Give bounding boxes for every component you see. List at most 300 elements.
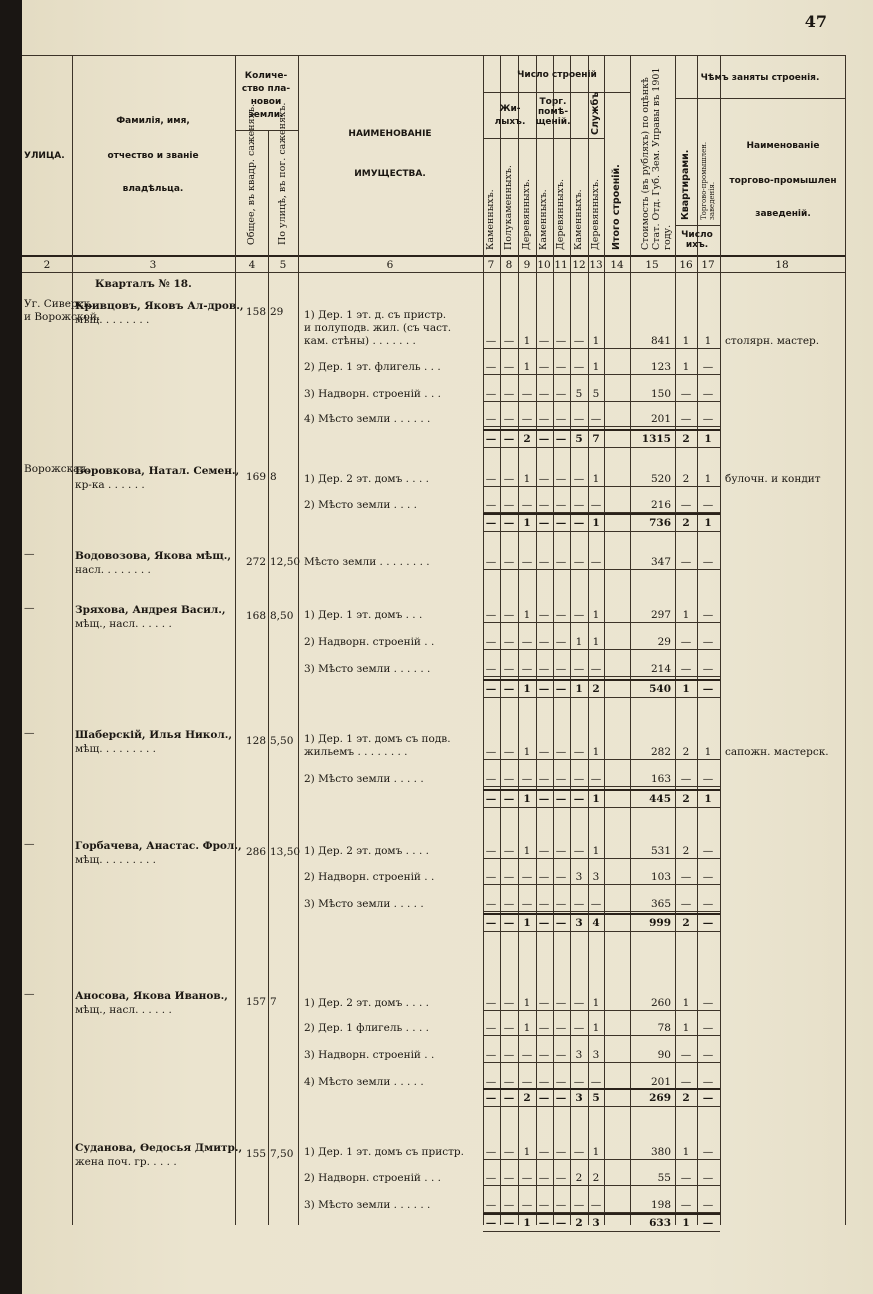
building-count: —: [503, 413, 515, 425]
building-count: —: [573, 845, 585, 857]
apartments-cell: 1: [682, 997, 690, 1009]
building-count: —: [521, 1199, 533, 1211]
land-street-cell: 8: [270, 471, 277, 483]
building-count: —: [590, 499, 602, 511]
row-rule: [483, 1159, 720, 1160]
header-rule: [483, 138, 570, 139]
building-count: —: [521, 773, 533, 785]
building-count: —: [538, 499, 550, 511]
building-count: —: [521, 388, 533, 400]
street-header: УЛИЦА.: [24, 151, 65, 161]
total-value: 999: [649, 917, 671, 929]
row-rule: [483, 676, 720, 677]
building-count: —: [485, 473, 497, 485]
street-cell: Ворожская.: [24, 463, 90, 475]
column-number: 3: [149, 259, 157, 271]
land-header: Количе-: [244, 71, 288, 81]
row-rule: [483, 1062, 720, 1063]
total-count: 1: [523, 793, 531, 805]
total-count: —: [538, 917, 550, 929]
property-item: 3) Надворн. строеній . .: [304, 1049, 435, 1061]
total-apartments: 2: [682, 517, 690, 529]
occupied-header: Чѣмъ заняты строенія.: [700, 73, 820, 83]
land-street-cell: 13,50: [270, 846, 301, 858]
apartments-cell: —: [680, 499, 692, 511]
land-total-cell: 272: [245, 556, 266, 568]
column-rule: [235, 55, 236, 1225]
column-number: 13: [589, 259, 603, 271]
value-cell: 365: [650, 898, 671, 910]
building-count: —: [555, 609, 567, 621]
trade-count-cell: 1: [704, 473, 712, 485]
building-count: —: [521, 413, 533, 425]
total-count: 1: [523, 517, 531, 529]
column-rule: [72, 55, 73, 1225]
residential-header: лыхъ.: [494, 117, 526, 127]
building-count: —: [538, 1049, 550, 1061]
property-item: Мѣсто земли . . . . . . . .: [304, 556, 430, 568]
building-count: —: [521, 636, 533, 648]
building-count: 1: [523, 746, 531, 758]
owner-cell: Шаберскій, Илья Никол.,: [75, 729, 233, 741]
total-count: 2: [523, 1092, 531, 1104]
building-count: —: [503, 361, 515, 373]
column-number: 5: [279, 259, 287, 271]
value-cell: 90: [657, 1049, 671, 1061]
building-count: —: [521, 499, 533, 511]
owner-cell: мѣщ. . . . . . . . .: [75, 854, 157, 866]
total-trade-count: 1: [704, 433, 712, 445]
building-count: —: [521, 663, 533, 675]
property-item: 3) Мѣсто земли . . . . . .: [304, 663, 431, 675]
total-count: —: [485, 517, 497, 529]
total-value: 540: [649, 683, 671, 695]
column-number: 14: [610, 259, 624, 271]
total-count: —: [503, 1092, 515, 1104]
building-count: —: [538, 361, 550, 373]
building-count: —: [503, 473, 515, 485]
building-count: —: [555, 746, 567, 758]
property-header: НАИМЕНОВАНІЕ: [348, 129, 432, 139]
row-rule: [483, 884, 720, 885]
owner-cell: кр-ка . . . . . .: [75, 479, 145, 491]
building-count: —: [538, 473, 550, 485]
trade-count-cell: —: [702, 773, 714, 785]
building-count: —: [503, 609, 515, 621]
half-stone-header: Полукаменныхъ.: [503, 165, 514, 250]
building-count: —: [573, 997, 585, 1009]
building-count: —: [503, 335, 515, 347]
apartments-cell: —: [680, 388, 692, 400]
column-number-rule: [22, 272, 845, 273]
building-count: —: [521, 556, 533, 568]
total-trade-count: 1: [704, 793, 712, 805]
building-count: 1: [592, 1146, 600, 1158]
building-count: —: [485, 871, 497, 883]
building-count: —: [573, 746, 585, 758]
total-value: 633: [649, 1217, 671, 1229]
building-count: —: [555, 663, 567, 675]
total-count: 3: [592, 1217, 600, 1229]
building-count: —: [590, 556, 602, 568]
building-count: 1: [523, 609, 531, 621]
building-count: 1: [592, 473, 600, 485]
total-count: —: [538, 683, 550, 695]
apartments-cell: —: [680, 1049, 692, 1061]
total-count: 3: [575, 917, 583, 929]
building-count: —: [573, 335, 585, 347]
column-number: 18: [775, 259, 789, 271]
trade-count-cell: —: [702, 1076, 714, 1088]
trade-count-cell: —: [702, 1146, 714, 1158]
total-buildings-header: Итого строеній.: [611, 164, 622, 250]
building-count: —: [503, 845, 515, 857]
property-item: 1) Дер. 2 эт. домъ . . . .: [304, 845, 429, 857]
total-count: —: [555, 683, 567, 695]
building-count: —: [538, 1076, 550, 1088]
value-cell: 29: [657, 636, 671, 648]
building-count: —: [485, 1146, 497, 1158]
building-count: 1: [523, 473, 531, 485]
total-rule: [483, 679, 720, 681]
total-count: 7: [592, 433, 600, 445]
total-count: —: [555, 917, 567, 929]
property-item: 1) Дер. 2 эт. домъ . . . .: [304, 997, 429, 1009]
building-count: 1: [523, 1146, 531, 1158]
building-count: —: [555, 997, 567, 1009]
building-count: —: [573, 1076, 585, 1088]
total-count: 2: [523, 433, 531, 445]
building-count: —: [538, 1199, 550, 1211]
building-count: —: [521, 871, 533, 883]
trade-count-cell: —: [702, 845, 714, 857]
total-trade-count: 1: [704, 517, 712, 529]
row-rule: [483, 569, 720, 570]
total-value: 269: [649, 1092, 671, 1104]
total-apartments: 2: [682, 917, 690, 929]
building-count: —: [555, 556, 567, 568]
trade-count-cell: —: [702, 556, 714, 568]
land-street-cell: 7: [270, 996, 277, 1008]
building-count: —: [538, 997, 550, 1009]
total-count: —: [555, 433, 567, 445]
building-count: 1: [592, 997, 600, 1009]
trade-name-header: Наименованіе: [746, 141, 820, 151]
trade-count-cell: —: [702, 871, 714, 883]
count-header: Число: [681, 230, 713, 240]
column-number: 2: [43, 259, 51, 271]
building-count: —: [573, 413, 585, 425]
building-count: —: [503, 871, 515, 883]
building-count: —: [485, 499, 497, 511]
building-count: —: [573, 1022, 585, 1034]
land-header: ство пла-: [241, 84, 291, 94]
building-count: —: [555, 636, 567, 648]
owner-cell: Кривцовъ, Яковъ Ал-дров.,: [75, 300, 244, 312]
building-count: —: [503, 1076, 515, 1088]
building-count: —: [573, 361, 585, 373]
building-count: —: [573, 1199, 585, 1211]
building-count: —: [521, 1076, 533, 1088]
total-count: 5: [575, 433, 583, 445]
building-count: 1: [592, 609, 600, 621]
building-count: 1: [575, 636, 583, 648]
street-cell: и Ворожской.: [24, 311, 101, 323]
total-count: —: [555, 517, 567, 529]
total-rule: [483, 513, 720, 515]
column-number: 17: [701, 259, 715, 271]
building-count: —: [555, 1049, 567, 1061]
property-item: 1) Дер. 1 эт. домъ съ подв.: [304, 733, 451, 745]
apartments-cell: 1: [682, 1146, 690, 1158]
building-count: —: [521, 1172, 533, 1184]
building-count: 1: [592, 845, 600, 857]
trade-premises-header: щеній.: [535, 117, 571, 127]
apartments-cell: —: [680, 1172, 692, 1184]
header-rule: [483, 92, 630, 93]
trade-name-header: заведеній.: [755, 209, 811, 219]
apartments-cell: 2: [682, 746, 690, 758]
building-count: 1: [592, 1022, 600, 1034]
building-count: —: [555, 388, 567, 400]
building-count: —: [485, 1199, 497, 1211]
land-total-cell: 157: [245, 996, 266, 1008]
trade-est-header: Торгово-промышлен. заведенія.: [700, 141, 716, 220]
total-count: —: [538, 517, 550, 529]
building-count: —: [538, 636, 550, 648]
row-rule: [483, 759, 720, 760]
trade-count-cell: 1: [704, 746, 712, 758]
column-number: 4: [248, 259, 256, 271]
owner-cell: насл. . . . . . . .: [75, 564, 151, 576]
land-street-cell: 29: [270, 306, 284, 318]
building-count: —: [590, 773, 602, 785]
trade-name-cell: столярн. мастер.: [725, 335, 820, 347]
total-count: 1: [523, 1217, 531, 1229]
total-count: —: [538, 433, 550, 445]
total-rule: [483, 931, 720, 932]
building-count: 1: [592, 361, 600, 373]
trade-count-cell: —: [702, 413, 714, 425]
land-total-cell: 128: [245, 735, 266, 747]
row-rule: [483, 426, 720, 427]
value-cell: 150: [650, 388, 671, 400]
building-count: —: [485, 773, 497, 785]
value-cell: 201: [650, 413, 671, 425]
total-value: 445: [649, 793, 671, 805]
building-count: —: [485, 1172, 497, 1184]
value-cell: 380: [650, 1146, 671, 1158]
building-count: —: [590, 413, 602, 425]
land-street-header: По улицѣ, въ пог. саженяхъ.: [277, 102, 288, 245]
land-total-header: Общее, въ квадр. саженяхъ.: [246, 103, 257, 245]
building-count: —: [573, 556, 585, 568]
total-count: —: [503, 917, 515, 929]
trade-premises-header: помѣ-: [537, 107, 569, 117]
trade-count-cell: —: [702, 898, 714, 910]
header-top-rule: [22, 55, 845, 56]
value-cell: 841: [650, 335, 671, 347]
building-count: —: [485, 388, 497, 400]
building-count: —: [503, 499, 515, 511]
building-count: —: [555, 361, 567, 373]
building-count: —: [538, 746, 550, 758]
building-count: —: [573, 773, 585, 785]
total-count: 1: [575, 683, 583, 695]
property-item: 2) Надворн. строеній . .: [304, 636, 435, 648]
header-rule: [675, 225, 720, 226]
building-count: —: [485, 335, 497, 347]
property-header: ИМУЩЕСТВА.: [354, 169, 426, 179]
apartments-cell: 2: [682, 473, 690, 485]
building-count: —: [538, 663, 550, 675]
total-count: —: [503, 1217, 515, 1229]
total-count: —: [538, 1092, 550, 1104]
building-count: —: [555, 1199, 567, 1211]
value-cell: 260: [650, 997, 671, 1009]
building-count: —: [538, 609, 550, 621]
trade-name-cell: булочн. и кондит: [725, 473, 821, 485]
land-street-cell: 7,50: [270, 1148, 294, 1160]
trade-count-cell: —: [702, 499, 714, 511]
total-count: 4: [592, 917, 600, 929]
building-count: —: [573, 663, 585, 675]
building-count: 1: [523, 361, 531, 373]
trade-name-header: торгово-промышлен: [729, 176, 837, 186]
building-count: —: [555, 1022, 567, 1034]
total-count: —: [573, 517, 585, 529]
row-rule: [483, 401, 720, 402]
value-cell: 520: [650, 473, 671, 485]
building-count: 3: [575, 871, 583, 883]
building-count: —: [573, 1146, 585, 1158]
owner-cell: мѣщ., насл. . . . . .: [75, 618, 172, 630]
building-count: —: [503, 773, 515, 785]
building-count: —: [521, 898, 533, 910]
apartments-cell: —: [680, 773, 692, 785]
apartments-cell: 1: [682, 361, 690, 373]
column-number: 15: [645, 259, 659, 271]
street-cell: —: [24, 602, 35, 614]
column-number: 11: [554, 259, 568, 271]
property-item: 3) Надворн. строеній . . .: [304, 388, 441, 400]
value-cell: 214: [650, 663, 671, 675]
stone-header: Каменныхъ.: [538, 189, 549, 250]
total-rule: [483, 697, 720, 698]
total-trade-count: —: [702, 917, 714, 929]
total-count: —: [485, 1217, 497, 1229]
building-count: —: [503, 636, 515, 648]
row-rule: [483, 1185, 720, 1186]
apartments-cell: 1: [682, 1022, 690, 1034]
value-header: Стоимость (въ рубляхъ) по оцѣнкѣ Стат. Отд. Губ. Зем. Управы въ 1901 году.: [640, 67, 673, 250]
property-item: 2) Дер. 1 эт. флигель . . .: [304, 361, 441, 373]
total-count: —: [555, 793, 567, 805]
building-count: 2: [575, 1172, 583, 1184]
property-item: 4) Мѣсто земли . . . . . .: [304, 413, 431, 425]
building-count: —: [555, 499, 567, 511]
apartments-header: Квартирами.: [680, 149, 691, 220]
building-count: 2: [592, 1172, 600, 1184]
owner-header: отчество и званіе: [107, 151, 199, 161]
column-rule: [298, 55, 299, 1225]
row-rule: [483, 1010, 720, 1011]
building-count: 5: [592, 388, 600, 400]
trade-count-cell: —: [702, 1199, 714, 1211]
land-header: новои: [250, 97, 282, 107]
property-item: 1) Дер. 2 эт. домъ . . . .: [304, 473, 429, 485]
property-item: 2) Мѣсто земли . . . . .: [304, 773, 424, 785]
street-cell: —: [24, 548, 35, 560]
building-count: —: [503, 1172, 515, 1184]
trade-name-cell: сапожн. мастерск.: [725, 746, 829, 758]
street-cell: —: [24, 727, 35, 739]
trade-count-cell: —: [702, 361, 714, 373]
column-number: 6: [386, 259, 394, 271]
land-street-cell: 8,50: [270, 610, 294, 622]
total-count: —: [503, 517, 515, 529]
row-rule: [483, 649, 720, 650]
land-total-cell: 158: [245, 306, 266, 318]
total-count: —: [555, 1217, 567, 1229]
apartments-cell: —: [680, 556, 692, 568]
total-rule: [483, 1106, 720, 1107]
building-count: —: [538, 898, 550, 910]
apartments-cell: —: [680, 413, 692, 425]
total-rule: [483, 789, 720, 791]
total-count: 3: [575, 1092, 583, 1104]
building-count: —: [538, 335, 550, 347]
total-count: —: [485, 1092, 497, 1104]
building-count: —: [555, 845, 567, 857]
street-cell: —: [24, 838, 35, 850]
property-item: и полуподв. жил. (съ част.: [304, 322, 452, 334]
apartments-cell: 1: [682, 609, 690, 621]
building-count: —: [538, 556, 550, 568]
total-apartments: 1: [682, 1217, 690, 1229]
trade-count-cell: —: [702, 636, 714, 648]
column-number: 12: [572, 259, 586, 271]
stone-header: Каменныхъ.: [573, 189, 584, 250]
row-rule: [483, 486, 720, 487]
building-count: 5: [575, 388, 583, 400]
total-count: —: [573, 793, 585, 805]
building-count: —: [590, 898, 602, 910]
trade-count-cell: —: [702, 388, 714, 400]
total-rule: [483, 913, 720, 915]
total-count: —: [485, 683, 497, 695]
building-count: —: [538, 1172, 550, 1184]
building-count: —: [485, 845, 497, 857]
property-item: 2) Мѣсто земли . . . .: [304, 499, 418, 511]
property-item: 1) Дер. 1 эт. домъ . . .: [304, 609, 423, 621]
value-cell: 347: [650, 556, 671, 568]
building-count: —: [555, 1172, 567, 1184]
building-count: —: [521, 1049, 533, 1061]
building-count: —: [485, 361, 497, 373]
building-count: —: [503, 1049, 515, 1061]
value-cell: 531: [650, 845, 671, 857]
trade-count-cell: —: [702, 1049, 714, 1061]
building-count: —: [555, 1076, 567, 1088]
header-bottom-rule: [22, 255, 845, 257]
land-total-cell: 286: [245, 846, 266, 858]
total-apartments: 2: [682, 1092, 690, 1104]
wooden-header: Деревянныхъ.: [590, 178, 601, 250]
total-rule: [483, 807, 720, 808]
apartments-cell: —: [680, 1076, 692, 1088]
column-rule: [720, 55, 721, 1225]
